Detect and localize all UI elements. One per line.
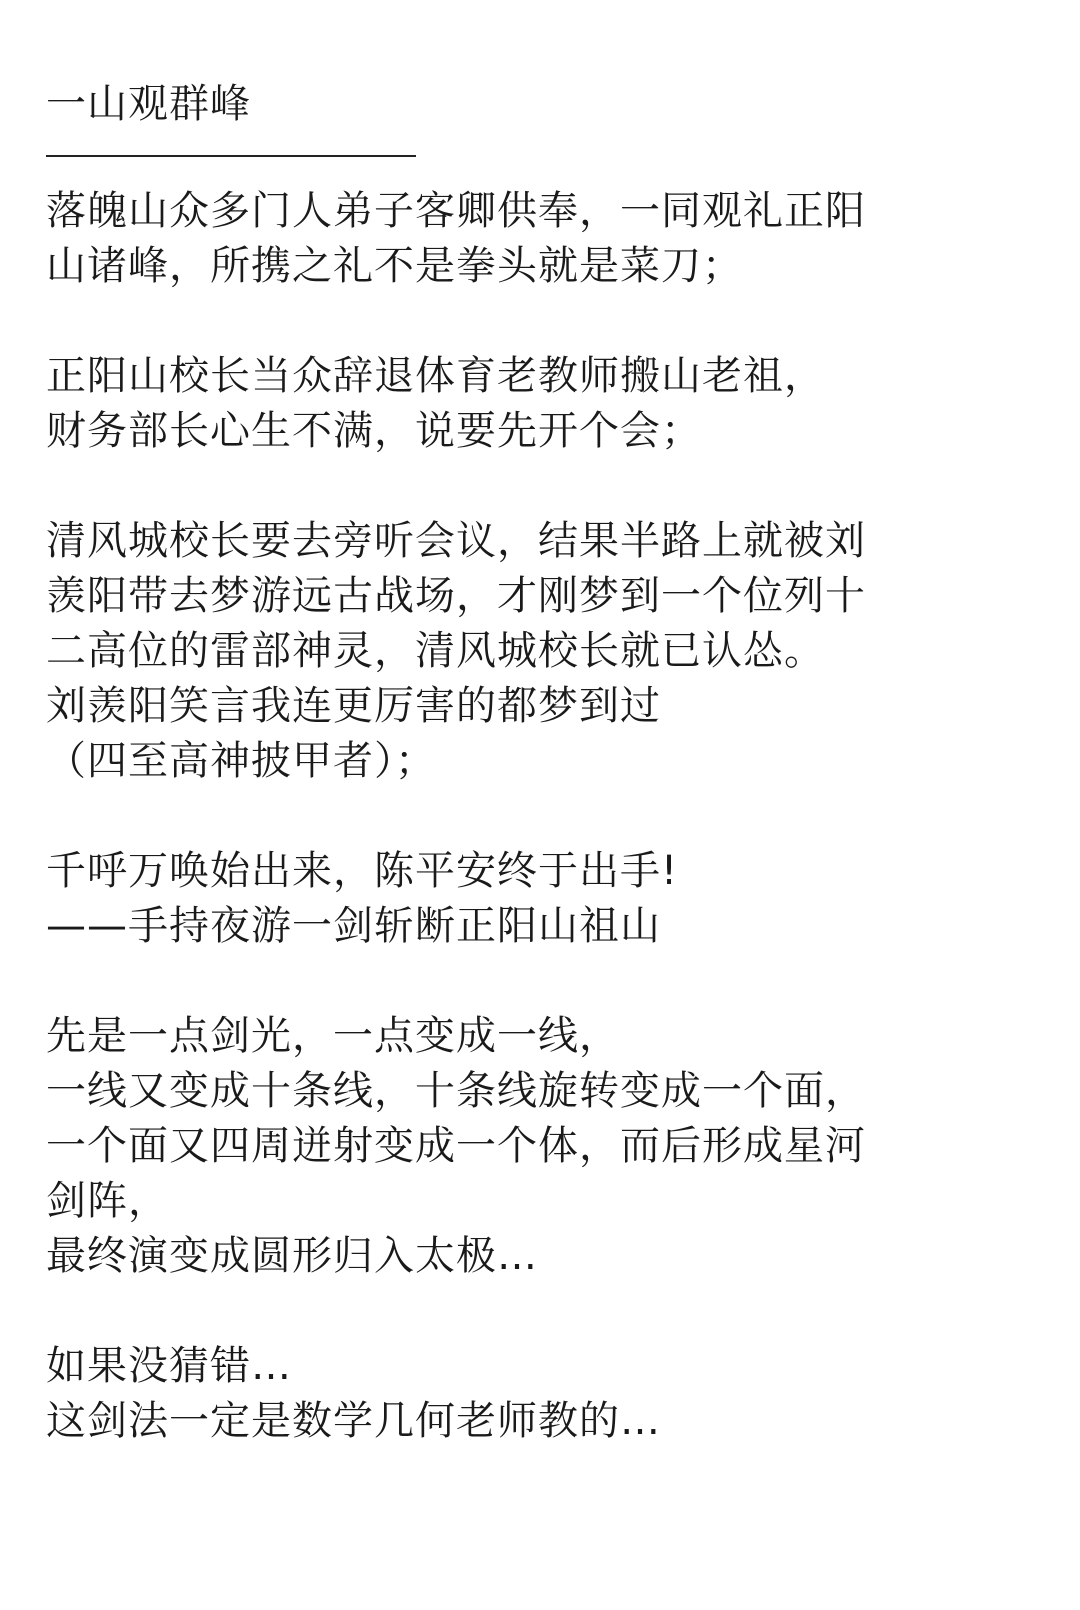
paragraph-4 [46, 844, 1046, 954]
paragraph-line: 羡阳带去梦游远古战场，才刚梦到一个位列十 [46, 573, 866, 619]
paragraph-6 [46, 1339, 1046, 1449]
paragraph-line: 千呼万唤始出来，陈平安终于出手! [46, 848, 679, 894]
paragraph-line: 清风城校长要去旁听会议，结果半路上就被刘 [46, 518, 866, 564]
article-title: 一山观群峰 [46, 81, 251, 127]
paragraph-line: 这剑法一定是数学几何老师教的… [46, 1398, 661, 1444]
paragraph-line: ——手持夜游一剑斩断正阳山祖山 [46, 903, 661, 949]
paragraph-line: 剑阵， [46, 1178, 169, 1224]
paragraph-2 [46, 349, 1046, 459]
paragraph-line: 如果没猜错… [46, 1343, 292, 1389]
paragraph-line: （四至高神披甲者）； [46, 738, 436, 784]
paragraph-1 [46, 184, 1046, 294]
paragraph-5 [46, 1009, 1046, 1284]
paragraph-line: 最终演变成圆形归入太极… [46, 1233, 538, 1279]
paragraph-line: 财务部长心生不满，说要先开个会； [46, 408, 702, 454]
paragraph-line: 刘羡阳笑言我连更厉害的都梦到过 [46, 683, 661, 729]
paragraph-line: 正阳山校长当众辞退体育老教师搬山老祖， [46, 353, 825, 399]
paragraph-3 [46, 514, 1046, 789]
paragraph-line: 先是一点剑光，一点变成一线， [46, 1013, 620, 1059]
paragraph-line: 山诸峰，所携之礼不是拳头就是菜刀； [46, 243, 743, 289]
paragraph-line: 落魄山众多门人弟子客卿供奉，一同观礼正阳 [46, 188, 866, 234]
paragraph-line: 一线又变成十条线，十条线旋转变成一个面， [46, 1068, 866, 1114]
title-divider [46, 155, 416, 157]
paragraph-line: 二高位的雷部神灵，清风城校长就已认怂。 [46, 628, 825, 674]
paragraph-line: 一个面又四周迸射变成一个体，而后形成星河 [46, 1123, 866, 1169]
article [46, 78, 1046, 1504]
